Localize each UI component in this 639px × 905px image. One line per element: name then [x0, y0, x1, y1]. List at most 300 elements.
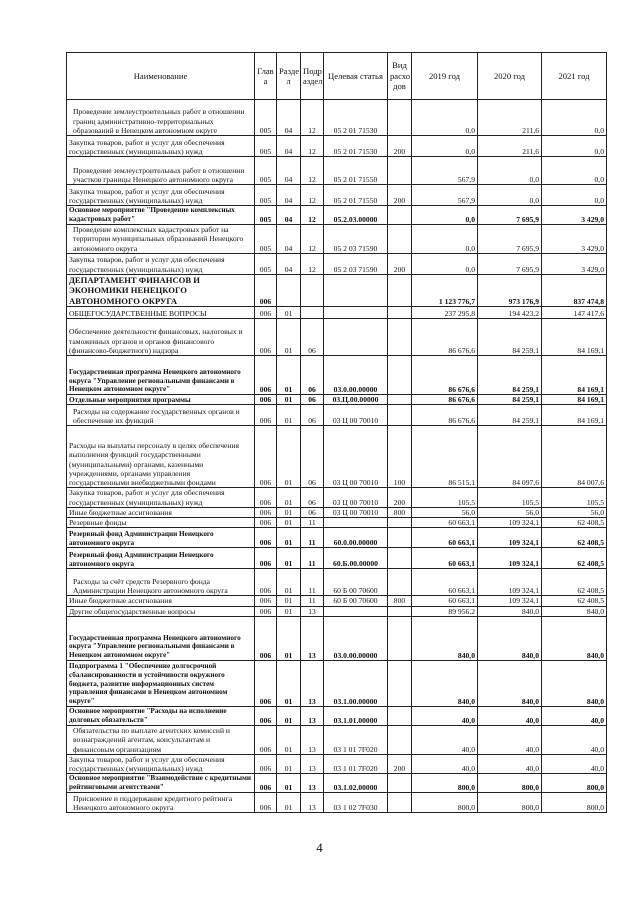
row-chapter: 006 — [255, 754, 277, 774]
row-subsection: 12 — [301, 136, 324, 157]
row-expense-type: 200 — [388, 488, 412, 508]
row-name: Обязательства по выплате агентских комиссий и вознаграждений агентам, консультантам и финансовым организациям — [67, 725, 255, 754]
row-name: Проведение комплексных кадастровых работ на территории муниципальных образований Ненецкого автономного округа — [67, 225, 255, 254]
row-value-2019: 60 663,1 — [412, 596, 478, 606]
row-value-2019: 60 663,1 — [412, 518, 478, 528]
row-expense-type — [388, 100, 412, 136]
row-section: 01 — [277, 606, 301, 616]
row-name: Закупка товаров, работ и услуг для обеспечения государственных (муниципальных) нужд — [67, 488, 255, 508]
row-value-2021: 62 408,5 — [542, 528, 607, 548]
row-value-2020: 973 176,9 — [478, 274, 542, 306]
table-body — [67, 100, 607, 813]
header-subsection: Подр аздел — [301, 53, 324, 100]
row-target-article: 03.0.00.00000 — [324, 616, 388, 660]
row-subsection: 06 — [301, 426, 324, 488]
row-value-2021: 840,0 — [542, 606, 607, 616]
row-expense-type — [388, 660, 412, 706]
row-chapter: 006 — [255, 507, 277, 517]
row-section: 01 — [277, 395, 301, 405]
row-expense-type — [388, 395, 412, 405]
row-value-2019: 0,0 — [412, 225, 478, 254]
row-value-2020: 109 324,1 — [478, 596, 542, 606]
row-chapter: 005 — [255, 225, 277, 254]
row-section: 04 — [277, 225, 301, 254]
row-target-article: 05 2 01 71550 — [324, 157, 388, 185]
row-value-2019: 86 676,6 — [412, 395, 478, 405]
header-section: Разде л — [277, 53, 301, 100]
row-value-2019: 89 956,2 — [412, 606, 478, 616]
row-subsection: 12 — [301, 253, 324, 274]
row-value-2019: 60 663,1 — [412, 569, 478, 596]
row-value-2021: 84 169,1 — [542, 405, 607, 426]
row-expense-type — [388, 518, 412, 528]
row-value-2019: 86 676,6 — [412, 319, 478, 356]
row-chapter: 006 — [255, 606, 277, 616]
row-section: 01 — [277, 725, 301, 754]
row-subsection — [301, 307, 324, 319]
row-name: Расходы на выплаты персоналу в целях обеспечения выполнения функций государственными (муниципальными) органами, казенными учреждениями, органами управления государственными внебюджетными фондами — [67, 426, 255, 488]
row-value-2019: 0,0 — [412, 100, 478, 136]
row-value-2021: 56,0 — [542, 507, 607, 517]
row-value-2021: 84 169,1 — [542, 356, 607, 395]
table-row — [67, 488, 607, 508]
table-row — [67, 356, 607, 395]
row-subsection: 12 — [301, 100, 324, 136]
row-value-2021: 84 169,1 — [542, 395, 607, 405]
table-row — [67, 274, 607, 306]
row-expense-type — [388, 405, 412, 426]
row-value-2019: 567,9 — [412, 157, 478, 185]
row-target-article — [324, 274, 388, 306]
row-value-2021: 840,0 — [542, 616, 607, 660]
row-subsection: 11 — [301, 518, 324, 528]
row-value-2020: 84 259,1 — [478, 319, 542, 356]
row-subsection: 11 — [301, 596, 324, 606]
row-target-article: 03 1 01 7F020 — [324, 725, 388, 754]
row-name: Закупка товаров, работ и услуг для обеспечения государственных (муниципальных) нужд — [67, 754, 255, 774]
row-expense-type: 200 — [388, 253, 412, 274]
row-subsection: 06 — [301, 488, 324, 508]
table-row — [67, 253, 607, 274]
row-expense-type — [388, 206, 412, 225]
row-name: Отдельные мероприятия программы — [67, 395, 255, 405]
row-target-article: 05.2.03.00000 — [324, 206, 388, 225]
row-value-2020: 0,0 — [478, 185, 542, 206]
row-subsection: 13 — [301, 754, 324, 774]
row-section: 01 — [277, 596, 301, 606]
row-name: Основное мероприятие "Расходы на исполнение долговых обязательств" — [67, 706, 255, 725]
row-target-article: 03.Ц.00.00000 — [324, 395, 388, 405]
row-value-2019: 86 515,1 — [412, 426, 478, 488]
row-name: Проведение землеустроительных работ в отношении границ административно-территориальных образований в Ненецком автономном округе — [67, 100, 255, 136]
row-value-2019: 105,5 — [412, 488, 478, 508]
row-value-2020: 109 324,1 — [478, 569, 542, 596]
table-row — [67, 793, 607, 813]
row-value-2019: 86 676,6 — [412, 405, 478, 426]
row-value-2021: 40,0 — [542, 754, 607, 774]
row-chapter: 006 — [255, 488, 277, 508]
table-row — [67, 225, 607, 254]
table-row — [67, 569, 607, 596]
row-target-article — [324, 319, 388, 356]
row-value-2021: 62 408,5 — [542, 548, 607, 569]
table-row — [67, 426, 607, 488]
row-name: Обеспечение деятельности финансовых, налоговых и таможенных органов и органов финансового (финансово-бюджетного) надзора — [67, 319, 255, 356]
row-subsection: 06 — [301, 395, 324, 405]
row-chapter: 006 — [255, 596, 277, 606]
row-chapter: 006 — [255, 725, 277, 754]
row-subsection: 13 — [301, 774, 324, 793]
row-section: 04 — [277, 136, 301, 157]
row-target-article: 60.0.00.00000 — [324, 528, 388, 548]
row-name: Основное мероприятие "Проведение комплексных кадастровых работ" — [67, 206, 255, 225]
row-value-2020: 84 259,1 — [478, 395, 542, 405]
row-value-2020: 109 324,1 — [478, 518, 542, 528]
row-subsection: 13 — [301, 616, 324, 660]
row-target-article: 03 Ц 00 70010 — [324, 405, 388, 426]
table-row — [67, 616, 607, 660]
row-target-article: 60 Б 00 70600 — [324, 596, 388, 606]
row-value-2020: 840,0 — [478, 616, 542, 660]
row-name: Расходы на содержание государственных органов и обеспечение их функций — [67, 405, 255, 426]
row-value-2021: 0,0 — [542, 100, 607, 136]
row-value-2021: 837 474,8 — [542, 274, 607, 306]
row-expense-type — [388, 274, 412, 306]
table-row — [67, 307, 607, 319]
row-target-article: 60 Б 00 70600 — [324, 569, 388, 596]
row-value-2020: 105,5 — [478, 488, 542, 508]
table-row — [67, 754, 607, 774]
row-value-2019: 56,0 — [412, 507, 478, 517]
row-name: Иные бюджетные ассигнования — [67, 507, 255, 517]
row-target-article: 03 Ц 00 70010 — [324, 426, 388, 488]
row-target-article: 03 1 02 7F030 — [324, 793, 388, 813]
row-value-2020: 109 324,1 — [478, 528, 542, 548]
row-value-2019: 800,0 — [412, 774, 478, 793]
row-section: 01 — [277, 356, 301, 395]
row-name: Подпрограмма 1 "Обеспечение долгосрочной сбалансированности и устойчивости окружного бюджета, развитие информационных систем управления финансами в Ненецком автономном округе" — [67, 660, 255, 706]
row-value-2020: 194 423,2 — [478, 307, 542, 319]
row-subsection: 11 — [301, 548, 324, 569]
row-value-2021: 84 007,6 — [542, 426, 607, 488]
row-value-2021: 3 429,0 — [542, 206, 607, 225]
row-section: 04 — [277, 206, 301, 225]
row-chapter: 006 — [255, 274, 277, 306]
row-value-2021: 62 408,5 — [542, 569, 607, 596]
row-value-2021: 800,0 — [542, 793, 607, 813]
row-value-2019: 567,9 — [412, 185, 478, 206]
row-value-2020: 109 324,1 — [478, 548, 542, 569]
row-value-2020: 211,6 — [478, 136, 542, 157]
row-value-2021: 40,0 — [542, 725, 607, 754]
row-value-2019: 800,0 — [412, 793, 478, 813]
row-value-2020: 7 695,9 — [478, 225, 542, 254]
header-target-article: Целевая статья — [324, 53, 388, 100]
header-2019: 2019 год — [412, 53, 478, 100]
row-subsection: 06 — [301, 507, 324, 517]
row-expense-type — [388, 616, 412, 660]
row-subsection: 11 — [301, 569, 324, 596]
row-target-article — [324, 606, 388, 616]
row-target-article: 05 2 03 71590 — [324, 225, 388, 254]
table-row — [67, 100, 607, 136]
table-row — [67, 606, 607, 616]
header-chapter: Глав а — [255, 53, 277, 100]
row-target-article: 03 Ц 00 70010 — [324, 507, 388, 517]
row-section: 04 — [277, 185, 301, 206]
row-subsection: 13 — [301, 725, 324, 754]
row-chapter: 006 — [255, 395, 277, 405]
row-value-2019: 60 663,1 — [412, 528, 478, 548]
header-2021: 2021 год — [542, 53, 607, 100]
row-name: ДЕПАРТАМЕНТ ФИНАНСОВ И ЭКОНОМИКИ НЕНЕЦКОГО АВТОНОМНОГО ОКРУГА — [67, 274, 255, 306]
row-value-2020: 56,0 — [478, 507, 542, 517]
row-target-article: 03.1.01.00000 — [324, 706, 388, 725]
row-target-article: 05 2 01 71550 — [324, 185, 388, 206]
row-name: Резервные фонды — [67, 518, 255, 528]
row-expense-type — [388, 528, 412, 548]
table-row — [67, 319, 607, 356]
row-value-2019: 1 123 776,7 — [412, 274, 478, 306]
row-section: 01 — [277, 548, 301, 569]
row-value-2020: 800,0 — [478, 793, 542, 813]
header-name: Наименование — [67, 53, 255, 100]
row-expense-type — [388, 548, 412, 569]
row-value-2021: 62 408,5 — [542, 518, 607, 528]
row-value-2020: 40,0 — [478, 754, 542, 774]
row-value-2020: 0,0 — [478, 157, 542, 185]
row-value-2020: 84 097,6 — [478, 426, 542, 488]
row-chapter: 005 — [255, 185, 277, 206]
row-section — [277, 274, 301, 306]
row-section: 01 — [277, 660, 301, 706]
row-value-2019: 40,0 — [412, 706, 478, 725]
table-row — [67, 548, 607, 569]
row-section: 01 — [277, 488, 301, 508]
row-target-article: 03.0.00.00000 — [324, 356, 388, 395]
row-target-article: 03.1.02.00000 — [324, 774, 388, 793]
row-chapter: 006 — [255, 405, 277, 426]
row-chapter: 006 — [255, 616, 277, 660]
row-subsection: 11 — [301, 528, 324, 548]
row-expense-type — [388, 706, 412, 725]
row-section: 04 — [277, 253, 301, 274]
row-section: 04 — [277, 100, 301, 136]
row-expense-type — [388, 774, 412, 793]
row-target-article: 05 2 01 71530 — [324, 100, 388, 136]
row-section: 04 — [277, 157, 301, 185]
row-expense-type — [388, 606, 412, 616]
row-target-article: 03 1 01 7F020 — [324, 754, 388, 774]
table-row — [67, 596, 607, 606]
row-name: Государственная программа Ненецкого автономного округа "Управление региональными финансами в Ненецком автономном округе" — [67, 616, 255, 660]
row-value-2019: 0,0 — [412, 253, 478, 274]
row-section: 01 — [277, 307, 301, 319]
row-expense-type: 200 — [388, 185, 412, 206]
table-row — [67, 395, 607, 405]
row-chapter: 006 — [255, 706, 277, 725]
row-subsection: 13 — [301, 706, 324, 725]
row-value-2021: 84 169,1 — [542, 319, 607, 356]
row-subsection: 12 — [301, 185, 324, 206]
row-value-2020: 40,0 — [478, 706, 542, 725]
row-chapter: 005 — [255, 136, 277, 157]
row-chapter: 006 — [255, 518, 277, 528]
row-expense-type — [388, 793, 412, 813]
row-section: 01 — [277, 569, 301, 596]
budget-table — [66, 52, 607, 813]
table-row — [67, 405, 607, 426]
row-subsection: 12 — [301, 225, 324, 254]
row-name: ОБЩЕГОСУДАРСТВЕННЫЕ ВОПРОСЫ — [67, 307, 255, 319]
row-chapter: 006 — [255, 569, 277, 596]
table-row — [67, 518, 607, 528]
row-chapter: 006 — [255, 426, 277, 488]
row-value-2019: 60 663,1 — [412, 548, 478, 569]
row-name: Основное мероприятие "Взаимодействие с кредитными рейтинговыми агентствами" — [67, 774, 255, 793]
row-section: 01 — [277, 528, 301, 548]
row-target-article — [324, 307, 388, 319]
row-section: 01 — [277, 616, 301, 660]
row-value-2020: 840,0 — [478, 660, 542, 706]
row-value-2021: 147 417,6 — [542, 307, 607, 319]
row-section: 01 — [277, 426, 301, 488]
table-row — [67, 706, 607, 725]
row-chapter: 006 — [255, 307, 277, 319]
row-value-2020: 7 695,9 — [478, 206, 542, 225]
row-value-2019: 40,0 — [412, 754, 478, 774]
row-value-2020: 800,0 — [478, 774, 542, 793]
table-row — [67, 507, 607, 517]
row-value-2021: 0,0 — [542, 185, 607, 206]
row-section: 01 — [277, 793, 301, 813]
row-subsection: 12 — [301, 157, 324, 185]
row-expense-type: 200 — [388, 754, 412, 774]
row-chapter: 006 — [255, 793, 277, 813]
row-value-2019: 0,0 — [412, 136, 478, 157]
row-value-2020: 7 695,9 — [478, 253, 542, 274]
table-row — [67, 136, 607, 157]
row-value-2020: 84 259,1 — [478, 405, 542, 426]
row-target-article: 03.1.00.00000 — [324, 660, 388, 706]
row-chapter: 006 — [255, 319, 277, 356]
page-number: 4 — [316, 840, 323, 855]
row-subsection: 13 — [301, 606, 324, 616]
table-row — [67, 206, 607, 225]
row-value-2021: 0,0 — [542, 136, 607, 157]
row-value-2021: 840,0 — [542, 660, 607, 706]
row-name: Иные бюджетные ассигнования — [67, 596, 255, 606]
row-target-article: 05 2 01 71530 — [324, 136, 388, 157]
row-section: 01 — [277, 319, 301, 356]
row-expense-type — [388, 225, 412, 254]
row-target-article: 03 Ц 00 70010 — [324, 488, 388, 508]
row-chapter: 006 — [255, 548, 277, 569]
row-target-article: 05 2 03 71590 — [324, 253, 388, 274]
row-name: Присвоение и поддержание кредитного рейтинга Ненецкого автономного округа — [67, 793, 255, 813]
row-expense-type — [388, 307, 412, 319]
row-value-2021: 105,5 — [542, 488, 607, 508]
row-subsection: 13 — [301, 660, 324, 706]
table-row — [67, 725, 607, 754]
row-expense-type — [388, 157, 412, 185]
row-value-2021: 62 408,5 — [542, 596, 607, 606]
row-chapter: 005 — [255, 157, 277, 185]
row-value-2019: 840,0 — [412, 660, 478, 706]
row-section: 01 — [277, 774, 301, 793]
row-value-2021: 0,0 — [542, 157, 607, 185]
table-header-row — [67, 53, 607, 100]
row-chapter: 006 — [255, 356, 277, 395]
row-name: Проведение землеустроительных работ в отношении участков границы Ненецкого автономного округа — [67, 157, 255, 185]
row-value-2019: 0,0 — [412, 206, 478, 225]
row-section: 01 — [277, 518, 301, 528]
row-chapter: 006 — [255, 774, 277, 793]
row-name: Расходы за счёт средств Резервного фонда Администрации Ненецкого автономного округа — [67, 569, 255, 596]
row-expense-type: 100 — [388, 426, 412, 488]
row-value-2020: 840,0 — [478, 606, 542, 616]
row-expense-type: 800 — [388, 507, 412, 517]
row-expense-type — [388, 725, 412, 754]
row-value-2019: 840,0 — [412, 616, 478, 660]
row-name: Закупка товаров, работ и услуг для обеспечения государственных (муниципальных) нужд — [67, 136, 255, 157]
row-chapter: 005 — [255, 253, 277, 274]
row-expense-type — [388, 569, 412, 596]
row-name: Другие общегосударственные вопросы — [67, 606, 255, 616]
row-value-2021: 3 429,0 — [542, 253, 607, 274]
row-section: 01 — [277, 507, 301, 517]
row-expense-type: 200 — [388, 136, 412, 157]
row-chapter: 005 — [255, 206, 277, 225]
row-name: Закупка товаров, работ и услуг для обеспечения государственных (муниципальных) нужд — [67, 253, 255, 274]
row-subsection: 13 — [301, 793, 324, 813]
table-row — [67, 774, 607, 793]
row-chapter: 005 — [255, 100, 277, 136]
row-chapter: 006 — [255, 528, 277, 548]
header-expense-type: Вид расхо дов — [388, 53, 412, 100]
table-row — [67, 660, 607, 706]
row-value-2021: 40,0 — [542, 706, 607, 725]
row-value-2019: 86 676,6 — [412, 356, 478, 395]
row-value-2020: 84 259,1 — [478, 356, 542, 395]
row-section: 01 — [277, 754, 301, 774]
row-subsection: 06 — [301, 405, 324, 426]
row-value-2021: 800,0 — [542, 774, 607, 793]
row-section: 01 — [277, 706, 301, 725]
row-name: Резервный фонд Администрации Ненецкого автономного округа — [67, 528, 255, 548]
table-row — [67, 185, 607, 206]
row-subsection — [301, 274, 324, 306]
row-expense-type: 800 — [388, 596, 412, 606]
row-value-2020: 40,0 — [478, 725, 542, 754]
header-2020: 2020 год — [478, 53, 542, 100]
row-name: Государственная программа Ненецкого автономного округа "Управление региональными финансами в Ненецком автономном округе" — [67, 356, 255, 395]
row-expense-type — [388, 356, 412, 395]
row-subsection: 12 — [301, 206, 324, 225]
row-target-article — [324, 518, 388, 528]
row-subsection: 06 — [301, 356, 324, 395]
row-name: Закупка товаров, работ и услуг для обеспечения государственных (муниципальных) нужд — [67, 185, 255, 206]
row-value-2019: 237 295,8 — [412, 307, 478, 319]
row-section: 01 — [277, 405, 301, 426]
row-expense-type — [388, 319, 412, 356]
row-chapter: 006 — [255, 660, 277, 706]
row-target-article: 60.Б.00.00000 — [324, 548, 388, 569]
row-value-2021: 3 429,0 — [542, 225, 607, 254]
row-name: Резервный фонд Администрации Ненецкого автономного округа — [67, 548, 255, 569]
row-value-2020: 211,6 — [478, 100, 542, 136]
row-value-2019: 40,0 — [412, 725, 478, 754]
